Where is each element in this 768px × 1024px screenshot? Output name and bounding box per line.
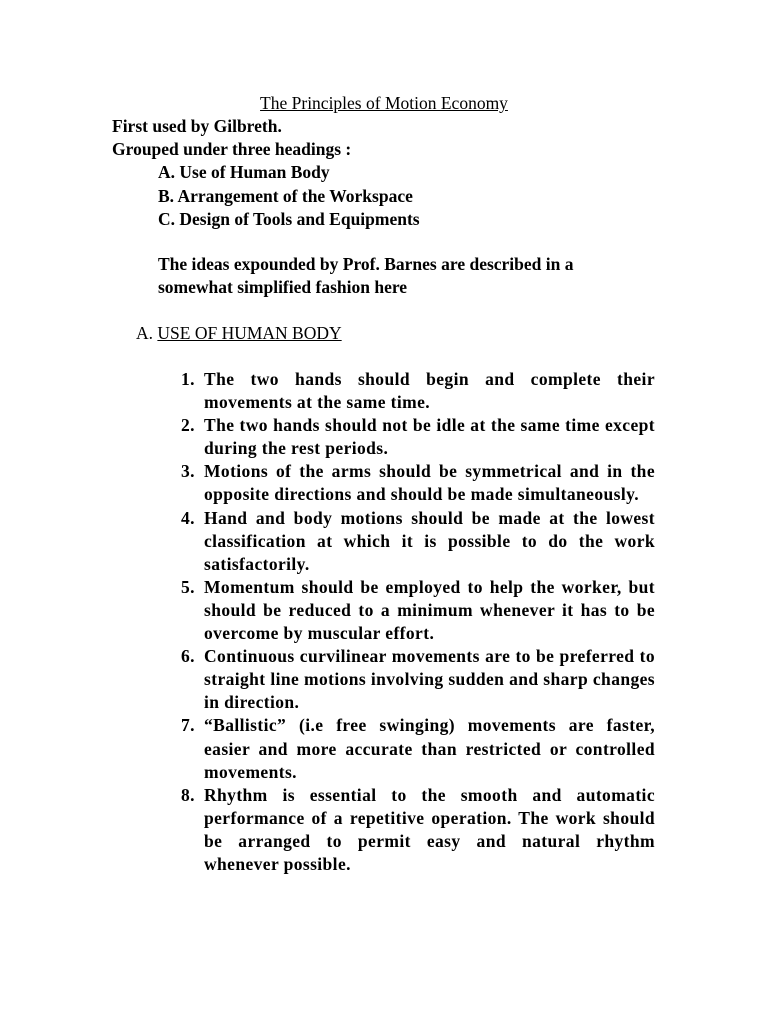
item-text: “Ballistic” (i.e free swinging) movements are faster, easier and more accurate than restricted or controlled movements.: [204, 715, 655, 782]
section-title: USE OF HUMAN BODY: [157, 323, 342, 343]
list-item: [178, 507, 655, 576]
list-item: [178, 576, 655, 645]
item-text: Rhythm is essential to the smooth and automatic performance of a repetitive operation. The work should be arranged to permit easy and natural rhythm whenever possible.: [204, 784, 655, 874]
item-number: 1.: [181, 369, 195, 389]
list-item: [178, 368, 655, 414]
item-number: 2.: [181, 415, 195, 436]
list-item: [178, 784, 655, 876]
item-text: The two hands should begin and complete their movements at the same time.: [204, 369, 655, 413]
item-number: 7.: [181, 715, 195, 736]
list-item: [178, 414, 655, 460]
item-number: 3.: [181, 461, 195, 482]
item-number: 8.: [181, 784, 195, 805]
list-item: [178, 645, 655, 714]
intro-block: [112, 115, 420, 231]
heading-c: C. Design of Tools and Equipments: [158, 208, 420, 229]
intro-line-1: First used by Gilbreth.: [112, 116, 282, 136]
title-text: The Principles of Motion Economy: [260, 93, 508, 113]
item-number: 6.: [181, 646, 195, 667]
item-number: 5.: [181, 576, 195, 597]
item-text: Continuous curvilinear movements are to be preferred to straight line motions involving sudden and sharp changes in direction.: [204, 646, 655, 713]
document-title: [0, 92, 768, 114]
item-text: Motions of the arms should be symmetrical and in the opposite directions and should be made simultaneously.: [204, 461, 655, 505]
section-letter: A.: [136, 323, 154, 343]
item-text: Hand and body motions should be made at the lowest classification at which it is possible to do the work satisfactorily.: [204, 507, 655, 574]
item-number: 4.: [181, 507, 195, 528]
principles-list: [178, 368, 655, 876]
section-heading: [136, 322, 342, 345]
list-item: [178, 460, 655, 506]
intro-line-2: Grouped under three headings :: [112, 139, 352, 160]
item-text: Momentum should be employed to help the worker, but should be reduced to a minimum whenever it has to be overcome by muscular effort.: [204, 576, 655, 644]
heading-b: B. Arrangement of the Workspace: [158, 185, 413, 206]
intro-paragraph: The ideas expounded by Prof. Barnes are described in a somewhat simplified fashion here: [158, 254, 574, 298]
heading-a: A. Use of Human Body: [158, 162, 330, 183]
item-text: The two hands should not be idle at the same time except during the rest periods.: [204, 415, 655, 459]
list-item: [178, 714, 655, 783]
